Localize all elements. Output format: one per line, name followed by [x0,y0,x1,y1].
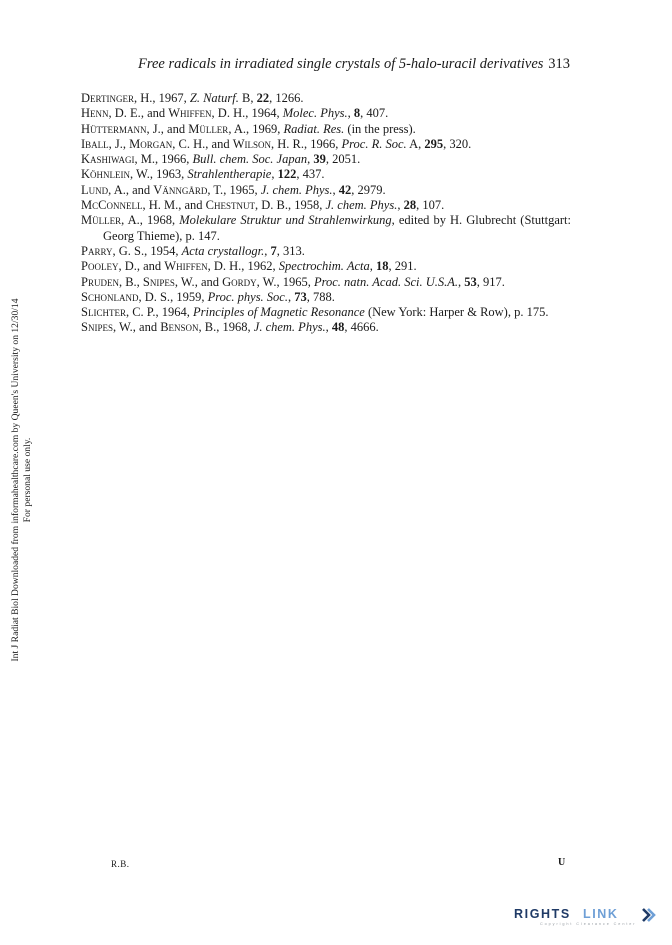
running-head-title: Free radicals in irradiated single crystals of 5-halo-uracil derivatives [138,56,544,72]
reference-list [81,91,571,336]
signature-mark: R.B. [111,859,130,869]
reference-item: Köhnlein, W., 1963, Strahlentherapie, 122, 437. [81,167,325,182]
watermark-line-1: Int J Radiat Biol Downloaded from informahealthcare.com by Queen's University on 12/30/14 [10,298,21,662]
reference-item: Lund, A., and Vänngård, T., 1965, J. chem. Phys., 42, 2979. [81,182,386,197]
watermark-text [10,260,33,700]
reference-item: Müller, A., 1968, Molekulare Struktur und Strahlenwirkung, edited by H. Glubrecht (Stuttgart: Georg Thieme), p. 147. [81,213,571,243]
signature-letter: U [558,857,566,868]
reference-item: Hüttermann, J., and Müller, A., 1969, Radiat. Res. (in the press). [81,121,416,136]
reference-item: McConnell, H. M., and Chestnut, D. B., 1958, J. chem. Phys., 28, 107. [81,198,445,213]
reference-item: Pooley, D., and Whiffen, D. H., 1962, Spectrochim. Acta, 18, 291. [81,259,417,274]
running-head [118,56,570,74]
download-watermark [0,0,33,945]
reference-item: Henn, D. E., and Whiffen, D. H., 1964, Molec. Phys., 8, 407. [81,106,389,121]
rightslink-subtitle: Copyright Clearance Center [540,922,637,926]
reference-item: Pruden, B., Snipes, W., and Gordy, W., 1965, Proc. natn. Acad. Sci. U.S.A., 53, 917. [81,274,505,289]
reference-item: Iball, J., Morgan, C. H., and Wilson, H. R., 1966, Proc. R. Soc. A, 295, 320. [81,136,472,151]
reference-item: Dertinger, H., 1967, Z. Naturf. B, 22, 1266. [81,91,304,105]
reference-item: Schonland, D. S., 1959, Proc. phys. Soc., 73, 788. [81,289,335,304]
rightslink-link-text: LINK [583,907,619,921]
page-number: 313 [548,56,570,72]
watermark-line-2: For personal use only. [21,437,33,523]
reference-item: Kashiwagi, M., 1966, Bull. chem. Soc. Japan, 39, 2051. [81,152,361,167]
rightslink-arrow-icon [640,907,656,923]
reference-item: Snipes, W., and Benson, B., 1968, J. chem. Phys., 48, 4666. [81,320,379,335]
reference-item: Slichter, C. P., 1964, Principles of Magnetic Resonance (New York: Harper & Row), p. 175. [81,305,549,320]
reference-item: Parry, G. S., 1954, Acta crystallogr., 7, 313. [81,243,305,258]
rightslink-logo[interactable] [514,907,658,935]
rightslink-rights-text: RIGHTS [514,907,571,921]
